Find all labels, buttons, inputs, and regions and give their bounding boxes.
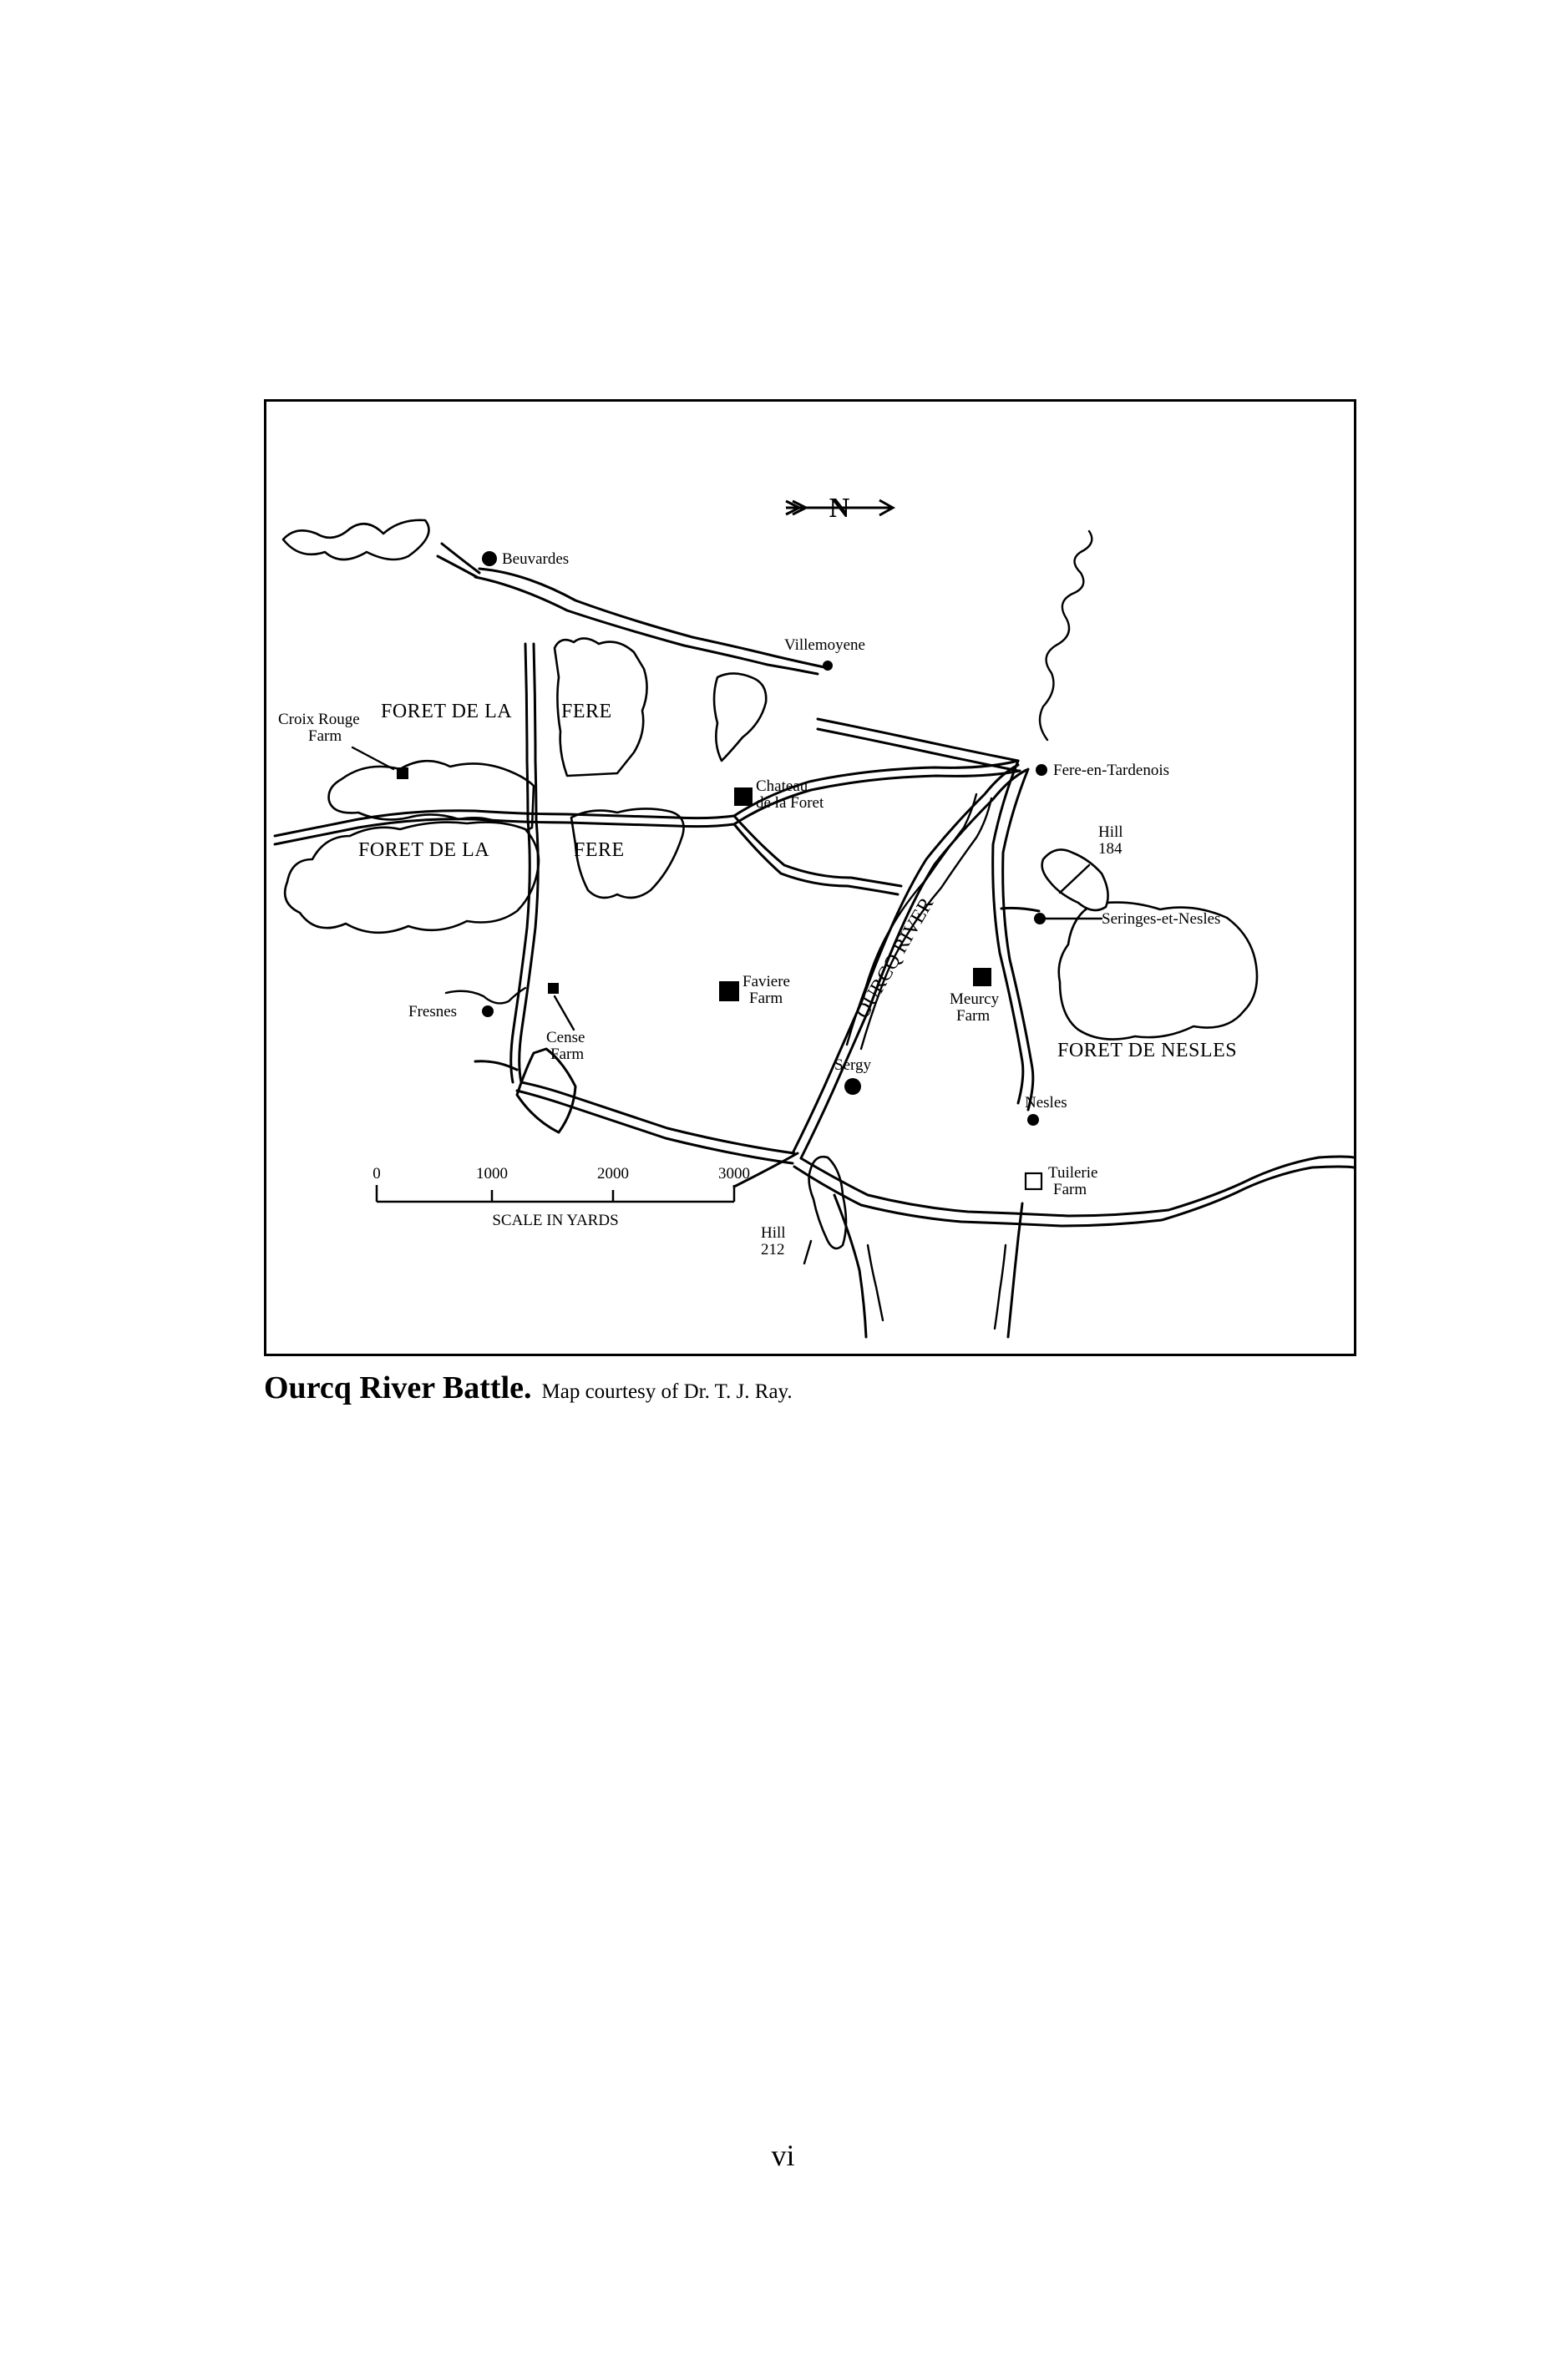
streams <box>446 531 1092 1329</box>
label-hill-212-1: Hill <box>761 1224 786 1242</box>
label-foret-de-nesles: FORET DE NESLES <box>1057 1040 1238 1061</box>
map-frame <box>264 399 1356 1356</box>
label-seringes: Seringes-et-Nesles <box>1102 910 1221 928</box>
north-label: N <box>829 493 850 524</box>
croix-rouge-farm-marker <box>397 767 408 779</box>
label-hill-184-2: 184 <box>1098 840 1123 858</box>
label-meurcy-2: Farm <box>956 1007 991 1025</box>
label-fresnes: Fresnes <box>408 1003 458 1020</box>
sergy-dot <box>844 1078 861 1095</box>
forest-croix-rouge <box>283 520 429 560</box>
forest-fere-small <box>714 673 766 761</box>
label-fere-south: FERE <box>574 839 625 861</box>
chateau-marker <box>734 787 753 806</box>
label-foret-de-la-south: FORET DE LA <box>358 839 490 861</box>
label-hill-184-1: Hill <box>1098 823 1123 841</box>
fresnes-dot <box>482 1005 494 1017</box>
scale-tick-1000: 1000 <box>476 1165 508 1182</box>
label-faviere-1: Faviere <box>742 973 790 990</box>
tuilerie-farm-marker <box>1026 1173 1041 1189</box>
scale-bar <box>372 1165 750 1229</box>
caption-credit: Map courtesy of Dr. T. J. Ray. <box>541 1380 793 1403</box>
battle-map <box>266 402 1354 1354</box>
label-cense-2: Farm <box>550 1046 585 1063</box>
fere-en-tardenois-dot <box>1036 764 1047 776</box>
scale-label: SCALE IN YARDS <box>492 1212 619 1229</box>
label-ourcq-river: OURCQ RIVER <box>851 894 939 1022</box>
label-croix-rouge-2: Farm <box>308 727 342 745</box>
beuvardes-dot <box>482 551 497 566</box>
label-croix-rouge-1: Croix Rouge <box>278 711 360 728</box>
north-arrow <box>786 493 893 524</box>
scale-tick-0: 0 <box>372 1165 381 1182</box>
villemoyene-dot <box>823 661 833 671</box>
stream-west <box>446 988 525 1003</box>
stream-south <box>868 1245 883 1320</box>
label-fere-en-tardenois: Fere-en-Tardenois <box>1053 762 1169 779</box>
meurcy-farm-marker <box>973 968 991 986</box>
forest-hill-212 <box>809 1157 846 1248</box>
forest-hill-184 <box>1042 849 1108 910</box>
stream-south-east <box>995 1245 1006 1329</box>
label-hill-212-2: 212 <box>761 1241 785 1258</box>
scale-tick-3000: 3000 <box>718 1165 750 1182</box>
label-faviere-2: Farm <box>749 990 783 1007</box>
caption-title: Ourcq River Battle. <box>264 1370 532 1405</box>
label-chateau-1: Chateau <box>756 777 808 795</box>
label-nesles: Nesles <box>1025 1094 1067 1112</box>
cense-farm-marker <box>548 983 559 994</box>
label-sergy: Sergy <box>834 1056 871 1074</box>
figure-caption <box>264 1370 793 1406</box>
label-beuvardes: Beuvardes <box>502 550 570 568</box>
label-tuilerie-2: Farm <box>1053 1181 1087 1198</box>
stream-north <box>1040 531 1092 740</box>
label-fere-north: FERE <box>561 701 612 722</box>
label-foret-de-la-north: FORET DE LA <box>381 701 513 722</box>
label-cense-1: Cense <box>546 1029 585 1046</box>
page-number: vi <box>771 2139 795 2172</box>
nesles-dot <box>1027 1114 1039 1126</box>
faviere-farm-marker <box>719 981 739 1001</box>
forests <box>283 520 1257 1248</box>
label-tuilerie-1: Tuilerie <box>1048 1164 1098 1182</box>
label-chateau-2: de la Foret <box>756 794 824 812</box>
label-meurcy-1: Meurcy <box>950 990 1000 1008</box>
label-villemoyene: Villemoyene <box>784 636 865 654</box>
scale-tick-2000: 2000 <box>597 1165 629 1182</box>
